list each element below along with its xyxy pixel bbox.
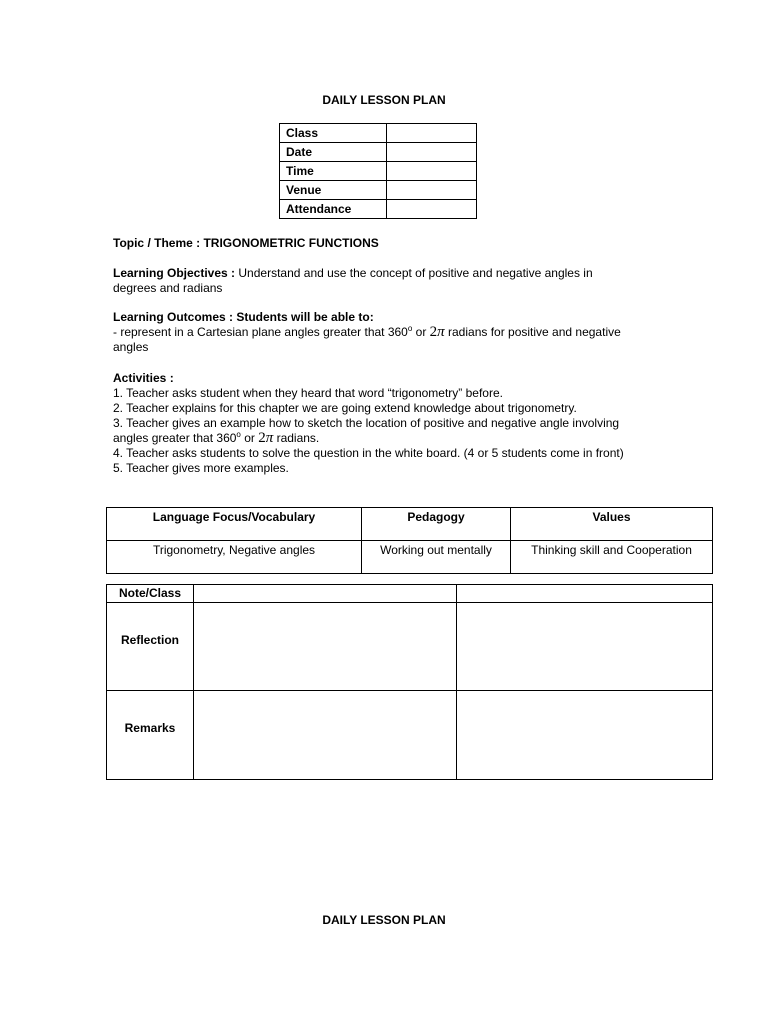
outcomes-text: radians for positive and negative xyxy=(444,325,621,339)
outcomes-or: or xyxy=(412,325,430,339)
activity-item-1: 1. Teacher asks student when they heard that word “trigonometry” before. xyxy=(113,386,503,400)
focus-table xyxy=(106,507,713,574)
info-row-date xyxy=(280,143,477,162)
info-row-attendance xyxy=(280,200,477,219)
two-symbol: 2 xyxy=(429,324,438,340)
activity-item-4: 4. Teacher asks students to solve the question in the white board. (4 or 5 students come in front) xyxy=(113,446,624,460)
cell-pedagogy: Working out mentally xyxy=(362,541,511,574)
reflection-row xyxy=(107,603,713,691)
outcomes-line2: angles xyxy=(113,340,149,354)
info-row-class xyxy=(280,124,477,143)
degree-symbol: o xyxy=(407,324,413,333)
activity-item-3-cont xyxy=(113,431,693,446)
activity-text: angles greater that 360 xyxy=(113,431,237,445)
lesson-plan-title: DAILY LESSON PLAN xyxy=(322,93,446,107)
degree-symbol: o xyxy=(236,430,241,439)
focus-data-row xyxy=(107,541,713,574)
activity-item-3: 3. Teacher gives an example how to sketch the location of positive and negative angle involving xyxy=(113,416,620,430)
activities-label: Activities : xyxy=(113,371,174,385)
lesson-info-table xyxy=(279,123,477,219)
info-row-venue xyxy=(280,181,477,200)
info-label: Class xyxy=(280,124,387,143)
note-class-row xyxy=(107,585,713,603)
objectives-text-line1: Understand and use the concept of positive and negative angles in xyxy=(238,266,593,280)
objectives-text-line2: degrees and radians xyxy=(113,281,223,295)
activity-text: radians. xyxy=(273,431,320,445)
info-label: Time xyxy=(280,162,387,181)
pi-symbol: π xyxy=(437,324,445,340)
topic-theme: Topic / Theme : TRIGONOMETRIC FUNCTIONS xyxy=(113,236,379,250)
learning-outcomes xyxy=(113,310,673,355)
learning-objectives xyxy=(113,266,673,296)
activity-or: or xyxy=(240,431,259,445)
info-value-cell xyxy=(387,143,477,162)
reflection-cell xyxy=(194,603,457,691)
info-label: Venue xyxy=(280,181,387,200)
info-value-cell xyxy=(387,124,477,143)
note-table xyxy=(106,584,713,780)
two-symbol: 2 xyxy=(258,430,266,446)
header-pedagogy: Pedagogy xyxy=(362,508,511,541)
reflection-cell xyxy=(457,603,713,691)
header-language-focus: Language Focus/Vocabulary xyxy=(107,508,362,541)
objectives-label: Learning Objectives : xyxy=(113,266,236,280)
remarks-cell xyxy=(194,691,457,780)
info-value-cell xyxy=(387,200,477,219)
header-values: Values xyxy=(511,508,713,541)
info-label: Date xyxy=(280,143,387,162)
lesson-plan-title-page2: DAILY LESSON PLAN xyxy=(322,913,446,927)
info-value-cell xyxy=(387,162,477,181)
info-row-time xyxy=(280,162,477,181)
outcomes-label: Learning Outcomes : Students will be able to: xyxy=(113,310,374,324)
remarks-row xyxy=(107,691,713,780)
activities xyxy=(113,371,693,476)
pi-symbol: π xyxy=(265,430,274,446)
activity-item-2: 2. Teacher explains for this chapter we are going extend knowledge about trigonometry. xyxy=(113,401,577,415)
info-value-cell xyxy=(387,181,477,200)
outcomes-line1 xyxy=(113,325,673,340)
note-class-label: Note/Class xyxy=(107,585,194,603)
cell-language-focus: Trigonometry, Negative angles xyxy=(107,541,362,574)
cell-values: Thinking skill and Cooperation xyxy=(511,541,713,574)
note-class-cell xyxy=(457,585,713,603)
outcomes-text: - represent in a Cartesian plane angles greater that 360 xyxy=(113,325,408,339)
focus-header-row xyxy=(107,508,713,541)
reflection-label: Reflection xyxy=(107,603,194,691)
remarks-label: Remarks xyxy=(107,691,194,780)
remarks-cell xyxy=(457,691,713,780)
info-label: Attendance xyxy=(280,200,387,219)
note-class-cell xyxy=(194,585,457,603)
activity-item-5: 5. Teacher gives more examples. xyxy=(113,461,289,475)
